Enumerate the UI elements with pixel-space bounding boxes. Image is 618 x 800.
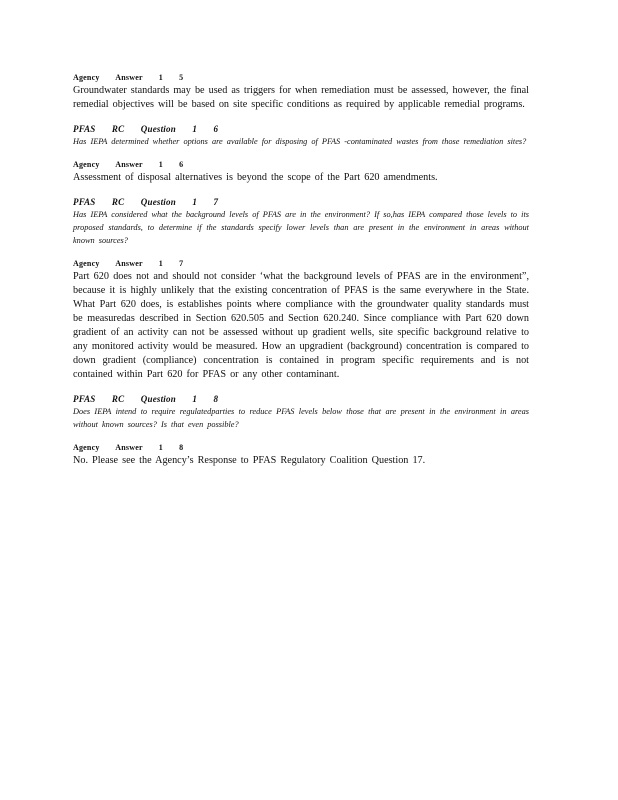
pfas-rc-question-17 [73, 196, 529, 247]
agency-answer-18 [73, 442, 529, 468]
answer-heading: Agency Answer 1 8 [73, 443, 184, 452]
answer-text: Assessment of disposal alternatives is beyond the scope of the Part 620 amendments. [73, 172, 438, 183]
question-text: Does IEPA intend to require regulatedparties to reduce PFAS levels below those that are present in the environment in areas without known sources? Is that even possible? [73, 407, 529, 429]
answer-heading: Agency Answer 1 6 [73, 160, 184, 169]
agency-answer-15 [73, 72, 529, 112]
question-text: Has IEPA determined whether options are available for disposing of PFAS -contaminated wastes from those remediation sites? [73, 137, 527, 146]
question-heading: PFAS RC Question 1 8 [73, 394, 219, 404]
question-text: Has IEPA considered what the background levels of PFAS are in the environment? If so,has IEPA compared those levels to its proposed standards, to determine if the standards specify lower levels than are present in the environment in areas without known sources? [73, 210, 529, 245]
answer-heading: Agency Answer 1 5 [73, 73, 184, 82]
answer-text: No. Please see the Agency’s Response to PFAS Regulatory Coalition Question 17. [73, 455, 426, 466]
agency-answer-17 [73, 258, 529, 382]
agency-answer-16 [73, 159, 529, 185]
pfas-rc-question-18 [73, 393, 529, 431]
pfas-rc-question-16 [73, 123, 529, 148]
question-heading: PFAS RC Question 1 6 [73, 124, 219, 134]
answer-text: Part 620 does not and should not consider ‘what the background levels of PFAS are in the environment”, because it is highly unlikely that the existing concentration of PFAS is the same everywhere in the State. What Part 620 does, is establishes points where compliance with the groundwater quality standards must be measuredas described in Section 620.505 and Section 620.240. Since compliance with Part 620 down gradient of an activity can not be assessed without up gradient wells, site specific background relative to any monitored activity would be measured. How an upgradient (background) concentration is compared to down gradient (compliance) concentration is contained in program specific requirements and is not contained within Part 620 for PFAS or any other contaminant. [73, 271, 529, 380]
question-heading: PFAS RC Question 1 7 [73, 197, 219, 207]
answer-text: Groundwater standards may be used as triggers for when remediation must be assessed, however, the final remedial objectives will be based on site specific conditions as required by applicable remedial programs. [73, 85, 529, 110]
document-page [73, 72, 529, 479]
answer-heading: Agency Answer 1 7 [73, 259, 184, 268]
